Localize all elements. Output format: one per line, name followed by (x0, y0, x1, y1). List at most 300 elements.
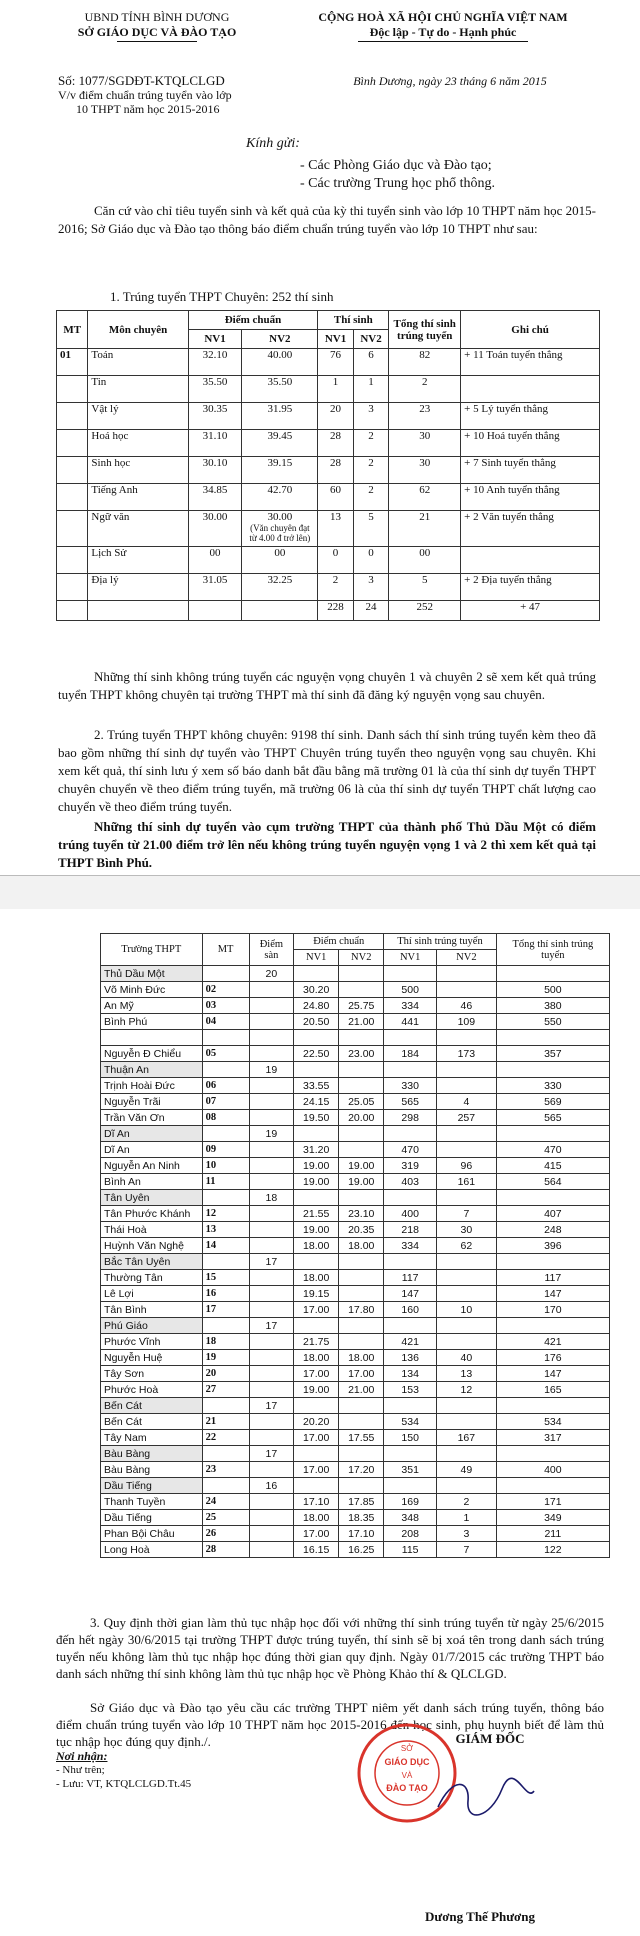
col-ts-nv1: NV1 (318, 330, 353, 349)
score-nv1: 17.00 (294, 1430, 339, 1446)
admitted-nv2: 167 (437, 1430, 497, 1446)
admitted-total: 170 (496, 1302, 609, 1318)
bold-notice: Những thí sinh dự tuyển vào cụm trường THPT của thành phố Thủ Dầu Một có điểm trúng tuyển từ 21.00 điểm trở lên nếu không trúng tuyển nguyện vọng 1 và 2 thì xem kết quả tại THPT Bình Phú. (58, 819, 596, 870)
school-code: 26 (202, 1526, 249, 1542)
school-name: Thường Tân (101, 1270, 203, 1286)
admitted-nv2: 173 (437, 1046, 497, 1062)
score-nv1: 22.50 (294, 1046, 339, 1062)
school-name: Trịnh Hoài Đức (101, 1078, 203, 1094)
school-code: 16 (202, 1286, 249, 1302)
col-candidates: Thí sinh (318, 311, 389, 330)
score-nv1: 31.20 (294, 1142, 339, 1158)
score-nv2: 18.35 (339, 1510, 384, 1526)
table-row (101, 1334, 610, 1350)
score-nv2: 18.00 (339, 1238, 384, 1254)
table-row (101, 1542, 610, 1558)
doc-number: Số: 1077/SGDĐT-KTQLCLGD (58, 73, 225, 88)
table-row (101, 982, 610, 998)
country-name: CỘNG HOÀ XÃ HỘI CHỦ NGHĨA VIỆT NAM (318, 10, 568, 24)
admitted-nv2: 96 (437, 1158, 497, 1174)
col-nv1: NV1 (188, 330, 242, 349)
table-row (101, 1366, 610, 1382)
score-nv2: 17.10 (339, 1526, 384, 1542)
score-nv2 (339, 1414, 384, 1430)
table-row (101, 1414, 610, 1430)
school-name: Long Hoà (101, 1542, 203, 1558)
admitted-total: 147 (496, 1366, 609, 1382)
col-nv1: NV1 (294, 950, 339, 966)
admitted-total: 330 (496, 1078, 609, 1094)
admitted-nv1: 115 (384, 1542, 437, 1558)
score-nv1: 18.00 (294, 1350, 339, 1366)
score-nv2 (339, 1270, 384, 1286)
school-code: 02 (202, 982, 249, 998)
cell-note: (Văn chuyên đạt từ 4.00 đ trở lên) (249, 523, 311, 543)
table-row (101, 1030, 610, 1046)
score-nv1: 19.15 (294, 1286, 339, 1302)
table-row (101, 1270, 610, 1286)
page-2 (0, 909, 640, 1936)
score-nv2: 25.75 (339, 998, 384, 1014)
score-nv1: 17.10 (294, 1494, 339, 1510)
admitted-total: 147 (496, 1286, 609, 1302)
floor-score: 18 (249, 1190, 294, 1206)
floor-score: 17 (249, 1318, 294, 1334)
col-school: Trường THPT (101, 934, 203, 966)
recipients (300, 157, 495, 193)
admitted-nv1: 534 (384, 1414, 437, 1430)
admitted-total: 407 (496, 1206, 609, 1222)
score-nv2: 20.35 (339, 1222, 384, 1238)
table-row (101, 1078, 610, 1094)
col-nv2: NV2 (242, 330, 318, 349)
table-total-row: 228 24 252 + 47 (57, 601, 600, 621)
admitted-nv1: 117 (384, 1270, 437, 1286)
admitted-total: 317 (496, 1430, 609, 1446)
school-code: 05 (202, 1046, 249, 1062)
table-row: 01 Toán 32.10 40.00 76 6 82 + 11 Toán tuyển thẳng (57, 349, 600, 376)
score-nv2: 17.20 (339, 1462, 384, 1478)
admitted-total (496, 1030, 609, 1046)
school-code: 25 (202, 1510, 249, 1526)
school-code: 13 (202, 1222, 249, 1238)
score-nv1: 18.00 (294, 1510, 339, 1526)
admitted-nv1: 184 (384, 1046, 437, 1062)
school-name: Dĩ An (101, 1142, 203, 1158)
school-code: 06 (202, 1078, 249, 1094)
school-code: 11 (202, 1174, 249, 1190)
score-nv2: 23.10 (339, 1206, 384, 1222)
score-nv2 (339, 1286, 384, 1302)
admitted-total: 569 (496, 1094, 609, 1110)
doc-subject-1: V/v điểm chuẩn trúng tuyển vào lớp (58, 88, 232, 102)
score-nv2 (339, 1334, 384, 1350)
district-row (101, 966, 610, 982)
signature-title: GIÁM ĐỐC (455, 1731, 525, 1746)
school-name: Bàu Bàng (101, 1462, 203, 1478)
school-name: Tân Bình (101, 1302, 203, 1318)
school-name: Nguyễn Trãi (101, 1094, 203, 1110)
section-2-paragraph: 2. Trúng tuyển THPT không chuyên: 9198 thí sinh. Danh sách thí sinh trúng tuyển kèm theo đã bao gồm những thí sinh dự tuyển vào THPT Chuyên trúng tuyển theo nguyện vọng sau chuyên. Khi xem kết quả, thí sinh lưu ý xem số báo danh bắt đầu bằng mã trường 01 là của thí sinh dự tuyển THPT chuyên chuyển về theo điểm trúng tuyển, mã trường 06 là của thí sinh dự tuyển THPT chất lượng cao chuyển về theo điểm trúng tuyển. (58, 727, 596, 814)
district-name: Tân Uyên (101, 1190, 203, 1206)
recipient: - Các trường Trung học phổ thông. (300, 176, 496, 191)
admitted-nv2: 161 (437, 1174, 497, 1190)
district-name: Bắc Tân Uyên (101, 1254, 203, 1270)
admitted-total: 176 (496, 1350, 609, 1366)
district-name: Thủ Dầu Một (101, 966, 203, 982)
school-code: 03 (202, 998, 249, 1014)
school-code: 23 (202, 1462, 249, 1478)
admitted-nv2: 40 (437, 1350, 497, 1366)
admitted-nv2: 13 (437, 1366, 497, 1382)
table-row: Tiếng Anh 34.85 42.70 60 2 62 + 10 Anh tuyển thẳng (57, 484, 600, 511)
admitted-nv1 (384, 1030, 437, 1046)
school-name: Bến Cát (101, 1414, 203, 1430)
issuer-block (52, 10, 262, 42)
admitted-nv2: 10 (437, 1302, 497, 1318)
table-row (101, 1142, 610, 1158)
school-name: An Mỹ (101, 998, 203, 1014)
school-name: Bình An (101, 1174, 203, 1190)
admitted-total: 211 (496, 1526, 609, 1542)
col-score: Điểm chuẩn (188, 311, 318, 330)
district-row (101, 1446, 610, 1462)
school-name: Phước Vĩnh (101, 1334, 203, 1350)
col-ts-nv2: NV2 (353, 330, 388, 349)
org-province: UBND TỈNH BÌNH DƯƠNG (84, 10, 230, 24)
school-name: Võ Minh Đức (101, 982, 203, 998)
table-row (101, 1046, 610, 1062)
school-code: 24 (202, 1494, 249, 1510)
score-nv1: 21.75 (294, 1334, 339, 1350)
admitted-nv2 (437, 982, 497, 998)
school-code: 15 (202, 1270, 249, 1286)
table-row: Tin 35.50 35.50 1 1 2 (57, 376, 600, 403)
col-mt: MT (57, 311, 88, 349)
score-nv2: 23.00 (339, 1046, 384, 1062)
school-code: 12 (202, 1206, 249, 1222)
school-name: Thái Hoà (101, 1222, 203, 1238)
receivers-title: Nơi nhận: (56, 1749, 108, 1763)
greeting: Kính gửi: (246, 136, 300, 151)
school-name: Lê Lợi (101, 1286, 203, 1302)
score-nv2: 21.00 (339, 1382, 384, 1398)
school-name: Tây Sơn (101, 1366, 203, 1382)
table-row (101, 1238, 610, 1254)
table-row (101, 1286, 610, 1302)
admitted-total: 380 (496, 998, 609, 1014)
admitted-nv1: 218 (384, 1222, 437, 1238)
district-row (101, 1318, 610, 1334)
col-subject: Môn chuyên (88, 311, 188, 349)
admitted-total: 470 (496, 1142, 609, 1158)
district-name: Dĩ An (101, 1126, 203, 1142)
score-nv1: 17.00 (294, 1462, 339, 1478)
admitted-nv1: 421 (384, 1334, 437, 1350)
school-name: Bình Phú (101, 1014, 203, 1030)
score-nv1: 24.15 (294, 1094, 339, 1110)
admitted-nv1: 351 (384, 1462, 437, 1478)
admitted-nv1: 134 (384, 1366, 437, 1382)
col-mt: MT (202, 934, 249, 966)
stamp-text: GIÁO DỤC (384, 1757, 430, 1767)
admitted-nv2: 3 (437, 1526, 497, 1542)
school-code: 08 (202, 1110, 249, 1126)
score-nv1: 19.50 (294, 1110, 339, 1126)
table-row (101, 1462, 610, 1478)
admitted-nv1: 403 (384, 1174, 437, 1190)
col-ts-nv2: NV2 (437, 950, 497, 966)
school-name: Phước Hoà (101, 1382, 203, 1398)
admitted-total: 534 (496, 1414, 609, 1430)
school-name: Trần Văn Ơn (101, 1110, 203, 1126)
school-name: Dầu Tiếng (101, 1510, 203, 1526)
school-name: Nguyễn Huệ (101, 1350, 203, 1366)
table-row (101, 1526, 610, 1542)
col-nv2: NV2 (339, 950, 384, 966)
divider (358, 41, 528, 42)
table-row: Sinh học 30.10 39.15 28 2 30 + 7 Sinh tuyển thẳng (57, 457, 600, 484)
table-row (101, 1206, 610, 1222)
score-nv1: 17.00 (294, 1526, 339, 1542)
admitted-nv2: 12 (437, 1382, 497, 1398)
admitted-nv2: 62 (437, 1238, 497, 1254)
col-total: Tổng thí sinh trúng tuyển (389, 311, 461, 349)
admitted-nv1: 500 (384, 982, 437, 998)
score-nv2: 17.80 (339, 1302, 384, 1318)
admitted-nv1: 298 (384, 1110, 437, 1126)
doc-date: Bình Dương, ngày 23 tháng 6 năm 2015 (353, 74, 547, 88)
admitted-nv1: 153 (384, 1382, 437, 1398)
score-nv2: 25.05 (339, 1094, 384, 1110)
table-row (101, 1110, 610, 1126)
admitted-nv2: 109 (437, 1014, 497, 1030)
table-row (101, 1222, 610, 1238)
admitted-nv2 (437, 1030, 497, 1046)
school-name: Phan Bội Châu (101, 1526, 203, 1542)
stamp-text: ĐÀO TẠO (386, 1783, 428, 1793)
floor-score: 19 (249, 1126, 294, 1142)
admitted-nv1: 330 (384, 1078, 437, 1094)
signature-mark (430, 1769, 540, 1829)
school-code: 07 (202, 1094, 249, 1110)
admitted-total: 349 (496, 1510, 609, 1526)
table-row (101, 1014, 610, 1030)
school-code: 09 (202, 1142, 249, 1158)
floor-score: 16 (249, 1478, 294, 1494)
admitted-nv2 (437, 1414, 497, 1430)
admitted-total: 122 (496, 1542, 609, 1558)
table-row: Hoá học 31.10 39.45 28 2 30 + 10 Hoá tuyển thẳng (57, 430, 600, 457)
score-nv1: 18.00 (294, 1270, 339, 1286)
score-nv2 (339, 1142, 384, 1158)
score-nv1: 33.55 (294, 1078, 339, 1094)
admitted-nv1: 470 (384, 1142, 437, 1158)
admitted-nv1: 441 (384, 1014, 437, 1030)
school-code: 22 (202, 1430, 249, 1446)
district-name: Bàu Bàng (101, 1446, 203, 1462)
stamp-text: SỞ (400, 1744, 414, 1753)
score-nv1: 20.20 (294, 1414, 339, 1430)
motto: Độc lập - Tự do - Hạnh phúc (369, 25, 517, 39)
score-nv1: 20.50 (294, 1014, 339, 1030)
signer-name: Dương Thế Phương (425, 1909, 535, 1924)
admitted-total: 415 (496, 1158, 609, 1174)
receivers-block (56, 1749, 191, 1791)
score-nv2 (339, 1030, 384, 1046)
admitted-nv1: 150 (384, 1430, 437, 1446)
receiver: - Lưu: VT, KTQLCLGD.Tt.45 (56, 1778, 192, 1790)
admitted-nv1: 169 (384, 1494, 437, 1510)
district-name: Phú Giáo (101, 1318, 203, 1334)
floor-score: 17 (249, 1398, 294, 1414)
admitted-nv1: 334 (384, 1238, 437, 1254)
col-ts-nv1: NV1 (384, 950, 437, 966)
score-nv2 (339, 1078, 384, 1094)
floor-score: 20 (249, 966, 294, 982)
note-paragraph: Những thí sinh không trúng tuyển các nguyện vọng chuyên 1 và chuyên 2 sẽ xem kết quả trúng tuyển THPT không chuyên tại trường THPT mà thí sinh đã đăng ký nguyện vọng sau chuyên. (58, 669, 596, 702)
district-row (101, 1254, 610, 1270)
score-nv1: 19.00 (294, 1158, 339, 1174)
school-code: 14 (202, 1238, 249, 1254)
school-name: Huỳnh Văn Nghệ (101, 1238, 203, 1254)
org-department: SỞ GIÁO DỤC VÀ ĐÀO TẠO (77, 25, 237, 39)
admitted-nv2: 7 (437, 1542, 497, 1558)
school-score-table (100, 933, 610, 1558)
admitted-nv2 (437, 1334, 497, 1350)
admitted-nv2 (437, 1270, 497, 1286)
score-nv1: 17.00 (294, 1302, 339, 1318)
recipient: - Các Phòng Giáo dục và Đào tạo; (300, 158, 492, 173)
school-code: 27 (202, 1382, 249, 1398)
table-row (101, 1350, 610, 1366)
score-nv1: 18.00 (294, 1238, 339, 1254)
score-nv1: 19.00 (294, 1382, 339, 1398)
table-row (101, 1510, 610, 1526)
district-row (101, 1478, 610, 1494)
admitted-nv2: 4 (437, 1094, 497, 1110)
school-code: 20 (202, 1366, 249, 1382)
admitted-total: 500 (496, 982, 609, 998)
district-row (101, 1398, 610, 1414)
page-separator (0, 875, 640, 911)
admitted-nv2 (437, 1142, 497, 1158)
school-name: Nguyễn Đ Chiểu (101, 1046, 203, 1062)
admitted-nv2: 257 (437, 1110, 497, 1126)
doc-subject-2: 10 THPT năm học 2015-2016 (76, 102, 220, 116)
admitted-total: 171 (496, 1494, 609, 1510)
page-1 (0, 0, 640, 875)
table-row (101, 1430, 610, 1446)
admitted-nv2: 46 (437, 998, 497, 1014)
admitted-nv1: 400 (384, 1206, 437, 1222)
score-nv2: 19.00 (339, 1158, 384, 1174)
admitted-total: 165 (496, 1382, 609, 1398)
score-nv1: 17.00 (294, 1366, 339, 1382)
col-score: Điểm chuẩn (294, 934, 384, 950)
admitted-nv1: 565 (384, 1094, 437, 1110)
table-row: Ngữ văn 30.00 30.00 (Văn chuyên đạt từ 4.00 đ trở lên) 13 5 21 + 2 Văn tuyển thẳng (57, 511, 600, 547)
receiver: - Như trên; (56, 1764, 105, 1776)
score-nv2 (339, 982, 384, 998)
intro-paragraph: Căn cứ vào chỉ tiêu tuyển sinh và kết quả của kỳ thi tuyển sinh vào lớp 10 THPT năm học 2015-2016; Sở Giáo dục và Đào tạo thông báo điểm chuẩn trúng tuyển vào lớp 10 THPT như sau: (58, 203, 596, 236)
floor-score: 17 (249, 1446, 294, 1462)
section-3-paragraph: 3. Quy định thời gian làm thủ tục nhập học đối với những thí sinh trúng tuyển từ ngày 25/6/2015 đến hết ngày 30/6/2015 tại trường THPT được trúng tuyển, thí sinh sẽ bị xoá tên trong danh sách trúng tuyển nếu không làm thủ tục nhập học đúng thời gian quy định. Ngày 01/7/2015 các trường THPT báo danh sách những thí sinh không làm thủ tục nhập học về Phòng Khảo thí & QLCLGD. (56, 1615, 604, 1681)
school-code: 17 (202, 1302, 249, 1318)
admitted-nv1: 319 (384, 1158, 437, 1174)
divider (117, 41, 197, 42)
score-nv2: 17.55 (339, 1430, 384, 1446)
document-reference (58, 74, 268, 116)
table-row: Vật lý 30.35 31.95 20 3 23 + 5 Lý tuyển thẳng (57, 403, 600, 430)
admitted-total: 117 (496, 1270, 609, 1286)
score-nv1 (294, 1030, 339, 1046)
admitted-nv1: 348 (384, 1510, 437, 1526)
table-row: Địa lý 31.05 32.25 2 3 5 + 2 Địa tuyển thẳng (57, 574, 600, 601)
admitted-nv1: 136 (384, 1350, 437, 1366)
admitted-total: 550 (496, 1014, 609, 1030)
score-nv1: 19.00 (294, 1222, 339, 1238)
score-nv2: 20.00 (339, 1110, 384, 1126)
admitted-total: 248 (496, 1222, 609, 1238)
col-total: Tổng thí sinh trúng tuyển (496, 934, 609, 966)
admitted-nv2 (437, 1078, 497, 1094)
district-row (101, 1126, 610, 1142)
admitted-total: 421 (496, 1334, 609, 1350)
admitted-nv1: 334 (384, 998, 437, 1014)
admitted-nv2: 49 (437, 1462, 497, 1478)
school-code: 19 (202, 1350, 249, 1366)
score-nv1: 24.80 (294, 998, 339, 1014)
stamp-text: VÀ (401, 1771, 413, 1780)
score-nv1: 16.15 (294, 1542, 339, 1558)
score-nv2: 19.00 (339, 1174, 384, 1190)
school-code: 10 (202, 1158, 249, 1174)
col-floor: Điểm sàn (249, 934, 294, 966)
specialized-score-table (56, 310, 600, 621)
district-name: Bến Cát (101, 1398, 203, 1414)
school-code (202, 1030, 249, 1046)
score-nv2: 17.85 (339, 1494, 384, 1510)
school-name (101, 1030, 203, 1046)
score-nv2: 17.00 (339, 1366, 384, 1382)
admitted-nv2: 1 (437, 1510, 497, 1526)
table-row (101, 1174, 610, 1190)
score-nv2: 21.00 (339, 1014, 384, 1030)
admitted-nv2: 2 (437, 1494, 497, 1510)
col-note: Ghi chú (461, 311, 600, 349)
closing-paragraph: Sở Giáo dục và Đào tạo yêu cầu các trường THPT niêm yết danh sách trúng tuyển, thông báo điểm chuẩn trúng tuyển vào lớp 10 THPT năm học 2015-2016 đến học sinh, phụ huynh biết để làm thủ tục nhập học đúng quy định./. (56, 1700, 604, 1749)
table-row (101, 998, 610, 1014)
table-row: Lịch Sử 00 00 0 0 00 (57, 547, 600, 574)
school-name: Tân Phước Khánh (101, 1206, 203, 1222)
admitted-nv2 (437, 1286, 497, 1302)
score-nv2: 18.00 (339, 1350, 384, 1366)
admitted-total: 565 (496, 1110, 609, 1126)
admitted-nv1: 147 (384, 1286, 437, 1302)
district-name: Thuận An (101, 1062, 203, 1078)
admitted-nv1: 160 (384, 1302, 437, 1318)
table-row (101, 1302, 610, 1318)
table-row (101, 1382, 610, 1398)
admitted-total: 400 (496, 1462, 609, 1478)
admitted-nv1: 208 (384, 1526, 437, 1542)
national-block (278, 10, 608, 42)
score-nv2: 16.25 (339, 1542, 384, 1558)
school-code: 28 (202, 1542, 249, 1558)
school-code: 21 (202, 1414, 249, 1430)
score-nv1: 30.20 (294, 982, 339, 998)
